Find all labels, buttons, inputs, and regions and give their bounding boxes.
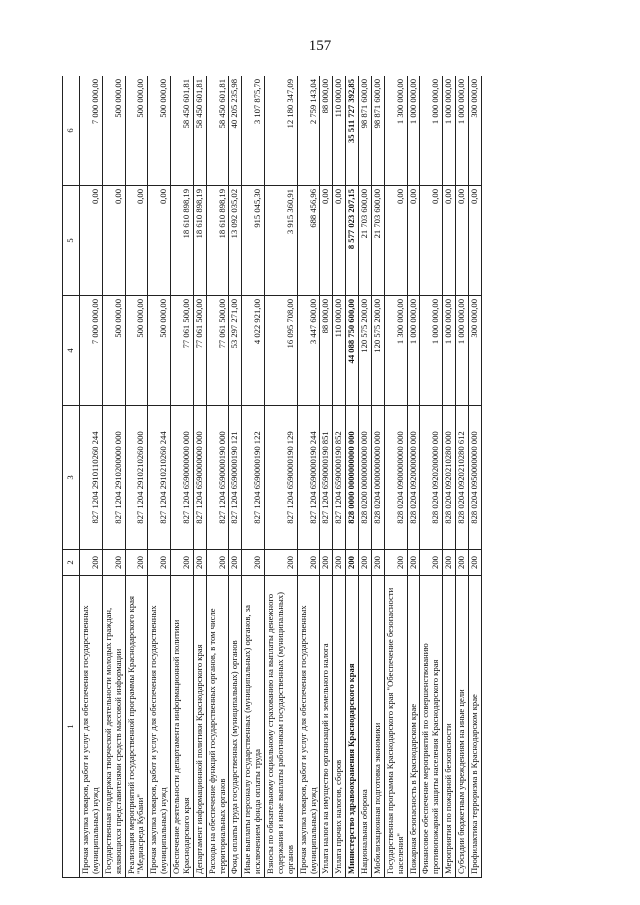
row-code: 827 1204 6590000190 000 [206,406,229,550]
row-code: 827 1204 6590000190 244 [297,406,320,550]
row-code: 828 0204 0000000000 000 [371,406,384,550]
column-header: 3 [63,406,80,550]
row-value-col4: 1 000 000,00 [420,296,443,406]
row-value-col4: 3 447 600,00 [297,296,320,406]
row-value-col4: 120 575 200,00 [359,296,372,406]
row-code: 827 1204 6590000190 851 [320,406,333,550]
row-value-col6: 3 107 875,70 [242,76,265,186]
row-value-col6: 58 450 601,81 [171,76,194,186]
row-name: Департамент информационной политики Краснодарского края [193,576,206,878]
row-section: 200 [359,550,372,576]
column-header: 6 [63,76,80,186]
row-name: Взносы по обязательному социальному страхованию на выплаты денежного содержания и иные выплаты работникам государственных (муниципальных) органов [265,576,298,878]
row-value-col6: 1 000 000,00 [456,76,469,186]
row-value-col5: 0,00 [468,186,481,296]
row-value-col4: 44 088 750 600,00 [346,296,359,406]
table-row [265,76,298,878]
row-section: 200 [171,550,194,576]
row-value-col5: 3 915 360,91 [265,186,298,296]
row-name: Уплата прочих налогов, сборов [333,576,346,878]
row-value-col4: 53 297 271,00 [229,296,242,406]
row-value-col5: 21 703 600,00 [359,186,372,296]
table-row [80,76,103,878]
row-name: Прочая закупка товаров, работ и услуг для обеспечения государственных (муниципальных) нужд [80,576,103,878]
row-value-col5: 0,00 [320,186,333,296]
row-value-col5: 0,00 [384,186,407,296]
table-row [420,76,443,878]
row-name: Мероприятия по пожарной безопасности [443,576,456,878]
row-value-col6: 500 000,00 [102,76,125,186]
row-section: 200 [420,550,443,576]
row-name: Прочая закупка товаров, работ и услуг для обеспечения государственных (муниципальных) нужд [297,576,320,878]
row-section: 200 [371,550,384,576]
row-section: 200 [229,550,242,576]
row-value-col4: 77 061 500,00 [171,296,194,406]
row-value-col4: 77 061 500,00 [206,296,229,406]
row-section: 200 [206,550,229,576]
row-code: 828 0204 0920210280 000 [443,406,456,550]
row-name: Министерство здравоохранения Краснодарского края [346,576,359,878]
table-row [242,76,265,878]
row-value-col5: 0,00 [407,186,420,296]
row-value-col5: 13 092 035,02 [229,186,242,296]
row-value-col5: 688 456,96 [297,186,320,296]
table-row [346,76,359,878]
row-name: Пожарная безопасность в Краснодарском крае [407,576,420,878]
column-header: 2 [63,550,80,576]
row-name: Национальная оборона [359,576,372,878]
page-number: 157 [308,38,332,54]
column-header: 5 [63,186,80,296]
table-body [80,76,482,878]
row-value-col4: 4 022 921,00 [242,296,265,406]
row-section: 200 [384,550,407,576]
row-code: 827 1204 2910110260 244 [80,406,103,550]
row-value-col5: 0,00 [443,186,456,296]
table-row [456,76,469,878]
row-name: Прочая закупка товаров, работ и услуг для обеспечения государственных (муниципальных) нужд [148,576,171,878]
row-value-col6: 1 000 000,00 [407,76,420,186]
row-code: 828 0000 0000000000 000 [346,406,359,550]
row-value-col5: 8 577 023 207,15 [346,186,359,296]
row-value-col4: 88 000,00 [320,296,333,406]
row-code: 827 1204 2910210260 244 [148,406,171,550]
row-value-col5: 0,00 [148,186,171,296]
row-value-col6: 58 450 601,81 [206,76,229,186]
row-section: 200 [346,550,359,576]
row-value-col6: 1 000 000,00 [443,76,456,186]
row-value-col4: 1 000 000,00 [443,296,456,406]
row-section: 200 [297,550,320,576]
row-name: Профилактика терроризма в Краснодарском крае [468,576,481,878]
table-row [384,76,407,878]
row-code: 828 0204 0900000000 000 [384,406,407,550]
row-value-col5: 0,00 [80,186,103,296]
row-value-col4: 7 000 000,00 [80,296,103,406]
row-value-col6: 500 000,00 [125,76,148,186]
table-row [206,76,229,878]
row-value-col4: 300 000,00 [468,296,481,406]
row-value-col6: 98 871 600,00 [359,76,372,186]
row-section: 200 [265,550,298,576]
row-value-col4: 77 061 500,00 [193,296,206,406]
table-row [359,76,372,878]
row-name: Субсидии бюджетным учреждениям на иные цели [456,576,469,878]
row-value-col5: 915 045,30 [242,186,265,296]
row-value-col5: 18 610 898,19 [206,186,229,296]
table-row [193,76,206,878]
table-row [320,76,333,878]
row-value-col6: 58 450 601,81 [193,76,206,186]
row-name: Фонд оплаты труда государственных (муниципальных) органов [229,576,242,878]
row-name: Обеспечение деятельности департамента информационной политики Краснодарского края [171,576,194,878]
row-value-col5: 18 610 898,19 [193,186,206,296]
table-row [468,76,481,878]
row-value-col6: 12 180 347,09 [265,76,298,186]
row-name: Государственная программа Краснодарского края "Обеспечение безопасности населения" [384,576,407,878]
column-header: 4 [63,296,80,406]
row-code: 828 0200 0000000000 000 [359,406,372,550]
row-value-col5: 0,00 [333,186,346,296]
row-code: 827 1204 2910210260 000 [125,406,148,550]
row-value-col6: 110 000,00 [333,76,346,186]
table-row [148,76,171,878]
row-value-col6: 40 205 235,98 [229,76,242,186]
row-value-col6: 1 300 000,00 [384,76,407,186]
row-value-col6: 98 871 600,00 [371,76,384,186]
row-value-col5: 21 703 600,00 [371,186,384,296]
rotated-table-frame [62,76,584,878]
row-section: 200 [407,550,420,576]
row-value-col4: 1 000 000,00 [407,296,420,406]
row-name: Мобилизационная подготовка экономики [371,576,384,878]
row-value-col6: 35 511 727 392,85 [346,76,359,186]
row-value-col4: 16 095 708,00 [265,296,298,406]
row-value-col5: 0,00 [420,186,443,296]
row-code: 828 0204 0920000000 000 [407,406,420,550]
row-value-col4: 1 000 000,00 [456,296,469,406]
row-value-col5: 0,00 [456,186,469,296]
row-section: 200 [125,550,148,576]
row-value-col6: 2 759 143,04 [297,76,320,186]
row-value-col4: 500 000,00 [125,296,148,406]
budget-table [62,76,482,878]
row-value-col6: 88 000,00 [320,76,333,186]
row-section: 200 [456,550,469,576]
table-header-row [63,76,80,878]
row-name: Финансовое обеспечение мероприятий по совершенствованию противопожарной защиты населения Краснодарского края [420,576,443,878]
row-code: 827 1204 6590000190 129 [265,406,298,550]
row-name: Иные выплаты персоналу государственных (муниципальных) органов, за исключением фонда оплаты труда [242,576,265,878]
row-name: Уплата налога на имущество организаций и земельного налога [320,576,333,878]
row-code: 827 1204 6590000000 000 [193,406,206,550]
row-value-col5: 18 610 898,19 [171,186,194,296]
row-section: 200 [80,550,103,576]
table-row [443,76,456,878]
row-code: 827 1204 6590000190 121 [229,406,242,550]
column-header: 1 [63,576,80,878]
row-section: 200 [193,550,206,576]
row-section: 200 [468,550,481,576]
row-value-col4: 500 000,00 [148,296,171,406]
row-section: 200 [148,550,171,576]
table-row [102,76,125,878]
row-section: 200 [443,550,456,576]
row-code: 828 0204 0950000000 000 [468,406,481,550]
table-row [171,76,194,878]
row-value-col6: 500 000,00 [148,76,171,186]
row-code: 827 1204 2910200000 000 [102,406,125,550]
row-section: 200 [320,550,333,576]
table-row [125,76,148,878]
row-value-col6: 7 000 000,00 [80,76,103,186]
row-value-col4: 500 000,00 [102,296,125,406]
row-value-col4: 120 575 200,00 [371,296,384,406]
row-value-col6: 1 000 000,00 [420,76,443,186]
row-value-col5: 0,00 [125,186,148,296]
row-code: 828 0204 0920200000 000 [420,406,443,550]
row-code: 828 0204 0920210280 612 [456,406,469,550]
row-name: Расходы на обеспечение функций государственных органов, в том числе территориальных органов [206,576,229,878]
row-section: 200 [333,550,346,576]
row-code: 827 1204 6590000190 852 [333,406,346,550]
table-row [333,76,346,878]
row-section: 200 [102,550,125,576]
row-value-col6: 300 000,00 [468,76,481,186]
row-name: Государственная поддержка творческой деятельности молодых граждан, являющихся представителями средств массовой информации [102,576,125,878]
row-name: Реализация мероприятий государственной программы Краснодарского края "Медиасреда Кубани" [125,576,148,878]
table-row [229,76,242,878]
row-code: 827 1204 6590000190 122 [242,406,265,550]
table-row [297,76,320,878]
row-value-col4: 1 300 000,00 [384,296,407,406]
row-value-col4: 110 000,00 [333,296,346,406]
budget-table-container [62,76,584,878]
row-section: 200 [242,550,265,576]
table-row [371,76,384,878]
row-code: 827 1204 6590000000 000 [171,406,194,550]
row-value-col5: 0,00 [102,186,125,296]
table-row [407,76,420,878]
